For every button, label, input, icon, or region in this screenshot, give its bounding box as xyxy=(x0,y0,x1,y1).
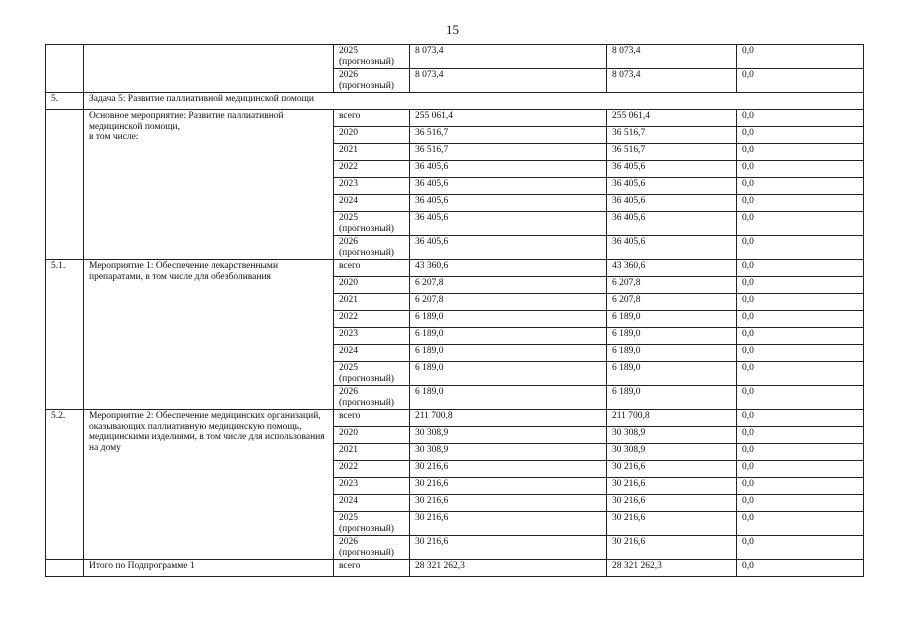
total-cell: 6 189,0 xyxy=(410,328,607,345)
period-cell: всего xyxy=(334,410,410,427)
period-cell: 2023 xyxy=(334,328,410,345)
total-cell: 36 405,6 xyxy=(410,195,607,212)
other-cell: 0,0 xyxy=(737,69,864,93)
funds-cell: 43 360,6 xyxy=(607,260,737,277)
number-cell: 5.1. xyxy=(46,260,84,410)
funds-cell: 36 405,6 xyxy=(607,178,737,195)
funds-cell: 255 061,4 xyxy=(607,110,737,127)
other-cell: 0,0 xyxy=(737,260,864,277)
budget-table xyxy=(45,44,864,577)
other-cell: 0,0 xyxy=(737,386,864,410)
other-cell: 0,0 xyxy=(737,311,864,328)
total-cell: 30 216,6 xyxy=(410,461,607,478)
funds-cell: 6 207,8 xyxy=(607,294,737,311)
other-cell: 0,0 xyxy=(737,110,864,127)
total-cell: 211 700,8 xyxy=(410,410,607,427)
funds-cell: 6 189,0 xyxy=(607,345,737,362)
other-cell: 0,0 xyxy=(737,461,864,478)
budget-table-body xyxy=(46,45,864,577)
total-cell: 30 308,9 xyxy=(410,427,607,444)
period-cell: 2024 xyxy=(334,345,410,362)
total-cell: 36 405,6 xyxy=(410,236,607,260)
funds-cell: 8 073,4 xyxy=(607,69,737,93)
other-cell: 0,0 xyxy=(737,444,864,461)
period-cell: 2025 (прогнозный) xyxy=(334,362,410,386)
other-cell: 0,0 xyxy=(737,178,864,195)
task-number: 5. xyxy=(46,93,84,110)
period-cell: 2022 xyxy=(334,311,410,328)
period-cell: всего xyxy=(334,560,410,577)
funds-cell: 36 516,7 xyxy=(607,144,737,161)
period-cell: 2020 xyxy=(334,127,410,144)
period-cell: 2020 xyxy=(334,277,410,294)
measure-name-cell: Мероприятие 1: Обеспечение лекарственными препаратами, в том числе для обезболивания xyxy=(84,260,334,410)
other-cell: 0,0 xyxy=(737,536,864,560)
total-cell: 6 189,0 xyxy=(410,386,607,410)
total-cell: 36 405,6 xyxy=(410,178,607,195)
period-cell: 2025 (прогнозный) xyxy=(334,512,410,536)
other-cell: 0,0 xyxy=(737,512,864,536)
total-cell: 8 073,4 xyxy=(410,45,607,69)
table-row xyxy=(46,410,864,427)
period-cell: 2026 (прогнозный) xyxy=(334,236,410,260)
page-number: 15 xyxy=(446,22,459,37)
funds-cell: 6 189,0 xyxy=(607,386,737,410)
total-cell: 6 189,0 xyxy=(410,311,607,328)
funds-cell: 30 216,6 xyxy=(607,495,737,512)
funds-cell: 36 405,6 xyxy=(607,236,737,260)
period-cell: 2026 (прогнозный) xyxy=(334,386,410,410)
total-cell: 43 360,6 xyxy=(410,260,607,277)
period-cell: 2022 xyxy=(334,161,410,178)
funds-cell: 36 405,6 xyxy=(607,195,737,212)
funds-cell: 6 207,8 xyxy=(607,277,737,294)
funds-cell: 30 216,6 xyxy=(607,536,737,560)
period-cell: 2021 xyxy=(334,294,410,311)
funds-cell: 30 308,9 xyxy=(607,444,737,461)
other-cell: 0,0 xyxy=(737,212,864,236)
funds-cell: 30 216,6 xyxy=(607,461,737,478)
period-cell: 2022 xyxy=(334,461,410,478)
other-cell: 0,0 xyxy=(737,195,864,212)
funds-cell: 36 516,7 xyxy=(607,127,737,144)
total-cell: 30 216,6 xyxy=(410,478,607,495)
funds-cell: 6 189,0 xyxy=(607,328,737,345)
total-cell: 30 216,6 xyxy=(410,495,607,512)
name-cell xyxy=(84,45,334,93)
other-cell: 0,0 xyxy=(737,236,864,260)
total-cell: 30 308,9 xyxy=(410,444,607,461)
total-cell: 255 061,4 xyxy=(410,110,607,127)
task-title: Задача 5: Развитие паллиативной медицинской помощи xyxy=(84,93,864,110)
total-cell: 8 073,4 xyxy=(410,69,607,93)
period-cell: 2025 (прогнозный) xyxy=(334,212,410,236)
total-cell: 6 207,8 xyxy=(410,277,607,294)
period-cell: 2026 (прогнозный) xyxy=(334,536,410,560)
total-cell: 6 189,0 xyxy=(410,345,607,362)
other-cell: 0,0 xyxy=(737,127,864,144)
other-cell: 0,0 xyxy=(737,328,864,345)
other-cell: 0,0 xyxy=(737,161,864,178)
funds-cell: 8 073,4 xyxy=(607,45,737,69)
period-cell: 2023 xyxy=(334,178,410,195)
measure-name-cell: Мероприятие 2: Обеспечение медицинских организаций, оказывающих паллиативную медицинскую помощь, медицинскими изделиями, в том числе для использования на дому xyxy=(84,410,334,560)
funds-cell: 36 405,6 xyxy=(607,161,737,178)
total-cell: 36 516,7 xyxy=(410,127,607,144)
period-cell: 2021 xyxy=(334,444,410,461)
total-cell: 36 405,6 xyxy=(410,212,607,236)
total-cell: 30 216,6 xyxy=(410,512,607,536)
funds-cell: 6 189,0 xyxy=(607,362,737,386)
funds-cell: 30 308,9 xyxy=(607,427,737,444)
other-cell: 0,0 xyxy=(737,410,864,427)
funds-cell: 30 216,6 xyxy=(607,478,737,495)
summary-name-cell: Итого по Подпрограмме 1 xyxy=(84,560,334,577)
total-cell: 30 216,6 xyxy=(410,536,607,560)
number-cell xyxy=(46,110,84,260)
total-cell: 36 516,7 xyxy=(410,144,607,161)
period-cell: всего xyxy=(334,110,410,127)
number-cell xyxy=(46,560,84,577)
other-cell: 0,0 xyxy=(737,495,864,512)
other-cell: 0,0 xyxy=(737,45,864,69)
period-cell: 2021 xyxy=(334,144,410,161)
table-row xyxy=(46,45,864,69)
period-cell: 2024 xyxy=(334,195,410,212)
number-cell xyxy=(46,45,84,93)
other-cell: 0,0 xyxy=(737,144,864,161)
other-cell: 0,0 xyxy=(737,345,864,362)
table-row xyxy=(46,260,864,277)
period-cell: всего xyxy=(334,260,410,277)
number-cell: 5.2. xyxy=(46,410,84,560)
funds-cell: 30 216,6 xyxy=(607,512,737,536)
measure-name-cell: Основное мероприятие: Развитие паллиативной медицинской помощи, в том числе: xyxy=(84,110,334,260)
period-cell: 2023 xyxy=(334,478,410,495)
other-cell: 0,0 xyxy=(737,294,864,311)
other-cell: 0,0 xyxy=(737,560,864,577)
period-cell: 2025 (прогнозный) xyxy=(334,45,410,69)
total-cell: 6 189,0 xyxy=(410,362,607,386)
period-cell: 2020 xyxy=(334,427,410,444)
period-cell: 2026 (прогнозный) xyxy=(334,69,410,93)
funds-cell: 36 405,6 xyxy=(607,212,737,236)
summary-row xyxy=(46,560,864,577)
other-cell: 0,0 xyxy=(737,277,864,294)
total-cell: 36 405,6 xyxy=(410,161,607,178)
funds-cell: 6 189,0 xyxy=(607,311,737,328)
total-cell: 6 207,8 xyxy=(410,294,607,311)
funds-cell: 211 700,8 xyxy=(607,410,737,427)
total-cell: 28 321 262,3 xyxy=(410,560,607,577)
other-cell: 0,0 xyxy=(737,362,864,386)
period-cell: 2024 xyxy=(334,495,410,512)
funds-cell: 28 321 262,3 xyxy=(607,560,737,577)
task-row xyxy=(46,93,864,110)
other-cell: 0,0 xyxy=(737,427,864,444)
other-cell: 0,0 xyxy=(737,478,864,495)
table-row xyxy=(46,110,864,127)
